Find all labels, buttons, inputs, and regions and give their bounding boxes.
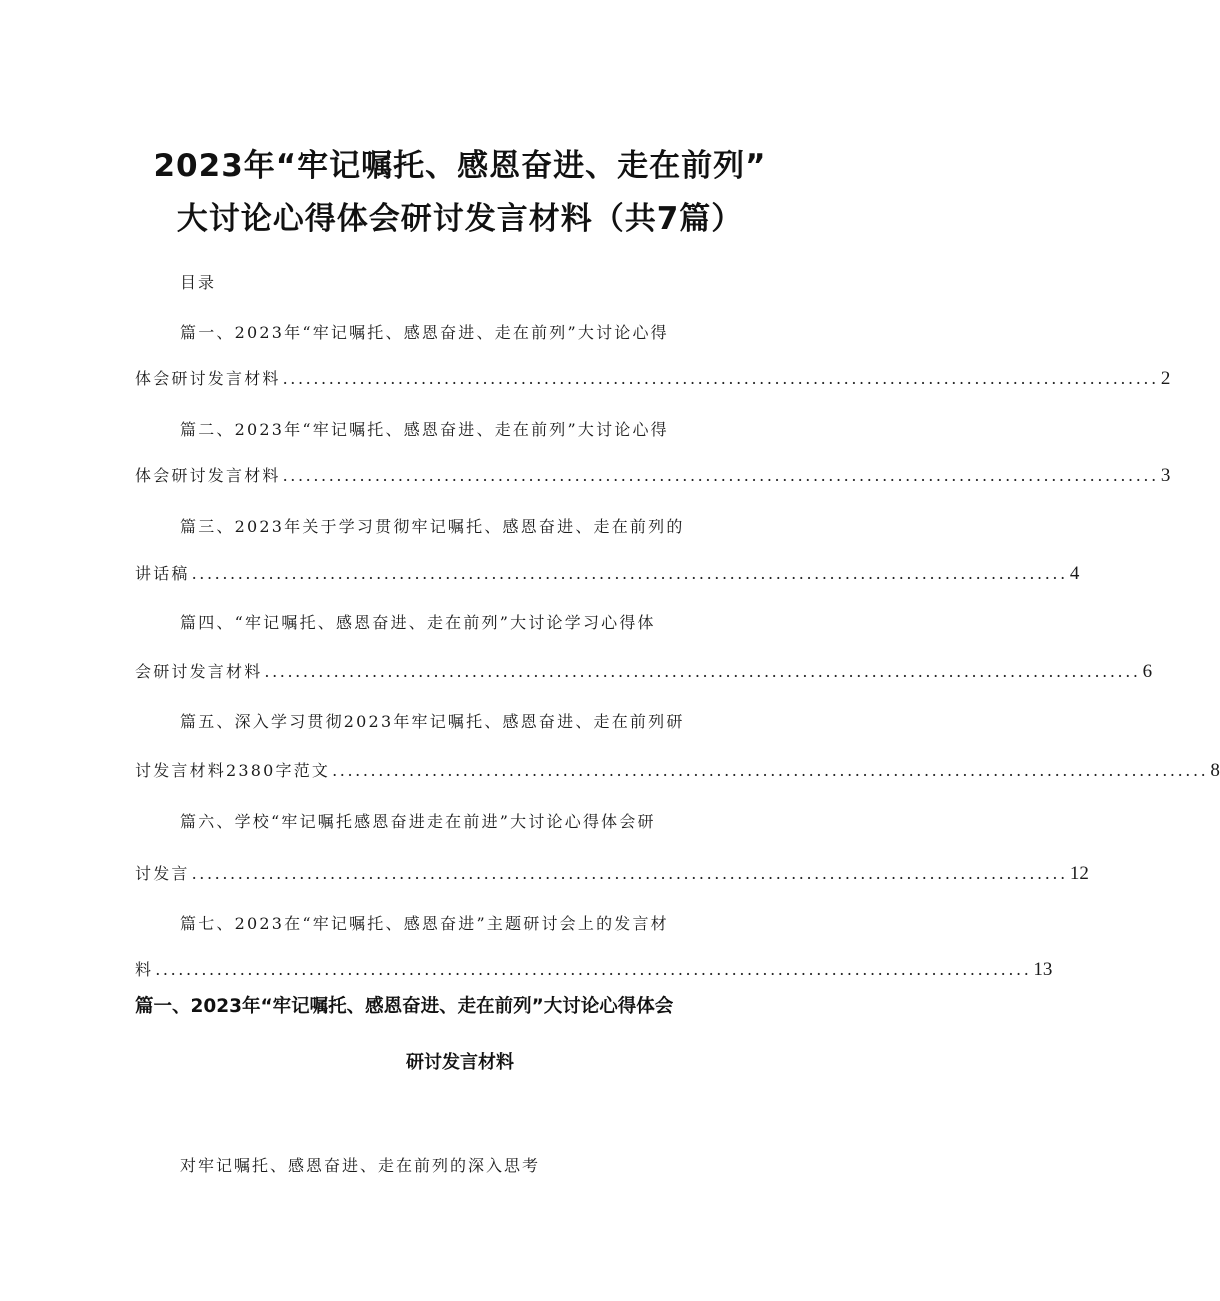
toc-entry-7[interactable]: [135, 957, 1053, 981]
toc-entry-1[interactable]: [135, 366, 1171, 390]
dot-leader: ..................................................................................................................: [282, 466, 1159, 485]
document-title-line-1: 2023年“牢记嘱托、感恩奋进、走在前列”: [153, 148, 767, 184]
toc-entry-5-title[interactable]: 篇五、深入学习贯彻2023年牢记嘱托、感恩奋进、走在前列研: [180, 712, 685, 731]
toc-entry-2-title-cont: 体会研讨发言材料: [135, 466, 281, 485]
toc-entry-5-title-cont: 讨发言材料2380字范文: [135, 761, 331, 780]
toc-entry-1-page: 2: [1160, 368, 1171, 389]
toc-entry-3[interactable]: [135, 561, 1080, 585]
toc-entry-7-page: 13: [1033, 959, 1053, 980]
dot-leader: ..................................................................................................................: [264, 662, 1141, 681]
document-title-line-2: 大讨论心得体会研讨发言材料（共7篇）: [176, 201, 744, 237]
section-subheading: 研讨发言材料: [406, 1052, 514, 1073]
toc-entry-4-title-cont: 会研讨发言材料: [135, 662, 263, 681]
toc-entry-7-title[interactable]: 篇七、2023在“牢记嘱托、感恩奋进”主题研讨会上的发言材: [180, 914, 669, 933]
toc-entry-3-page: 4: [1069, 563, 1080, 584]
toc-entry-4[interactable]: [135, 659, 1153, 683]
dot-leader: ..................................................................................................................: [155, 960, 1032, 979]
toc-entry-2-title[interactable]: 篇二、2023年“牢记嘱托、感恩奋进、走在前列”大讨论心得: [180, 420, 669, 439]
section-heading: 篇一、2023年“牢记嘱托、感恩奋进、走在前列”大讨论心得体会: [135, 996, 674, 1017]
toc-entry-4-page: 6: [1142, 661, 1153, 682]
toc-entry-3-title[interactable]: 篇三、2023年关于学习贯彻牢记嘱托、感恩奋进、走在前列的: [180, 517, 685, 536]
dot-leader: ..................................................................................................................: [332, 761, 1209, 780]
toc-heading: 目录: [180, 273, 217, 292]
dot-leader: ..................................................................................................................: [282, 369, 1159, 388]
toc-entry-2-page: 3: [1160, 465, 1171, 486]
dot-leader: ..................................................................................................................: [191, 564, 1068, 583]
body-paragraph: 对牢记嘱托、感恩奋进、走在前列的深入思考: [180, 1156, 541, 1175]
toc-entry-6[interactable]: [135, 861, 1089, 885]
toc-entry-6-page: 12: [1069, 863, 1089, 884]
toc-entry-5-page: 8: [1210, 760, 1220, 781]
toc-entry-4-title[interactable]: 篇四、“牢记嘱托、感恩奋进、走在前列”大讨论学习心得体: [180, 613, 656, 632]
toc-entry-5[interactable]: [135, 758, 1220, 782]
toc-entry-6-title-cont: 讨发言: [135, 864, 190, 883]
toc-entry-1-title-cont: 体会研讨发言材料: [135, 369, 281, 388]
dot-leader: ..................................................................................................................: [191, 864, 1068, 883]
toc-entry-3-title-cont: 讲话稿: [135, 564, 190, 583]
toc-entry-6-title[interactable]: 篇六、学校“牢记嘱托感恩奋进走在前进”大讨论心得体会研: [180, 812, 656, 831]
toc-entry-1-title[interactable]: 篇一、2023年“牢记嘱托、感恩奋进、走在前列”大讨论心得: [180, 323, 669, 342]
toc-entry-7-title-cont: 料: [135, 960, 154, 979]
toc-entry-2[interactable]: [135, 463, 1171, 487]
